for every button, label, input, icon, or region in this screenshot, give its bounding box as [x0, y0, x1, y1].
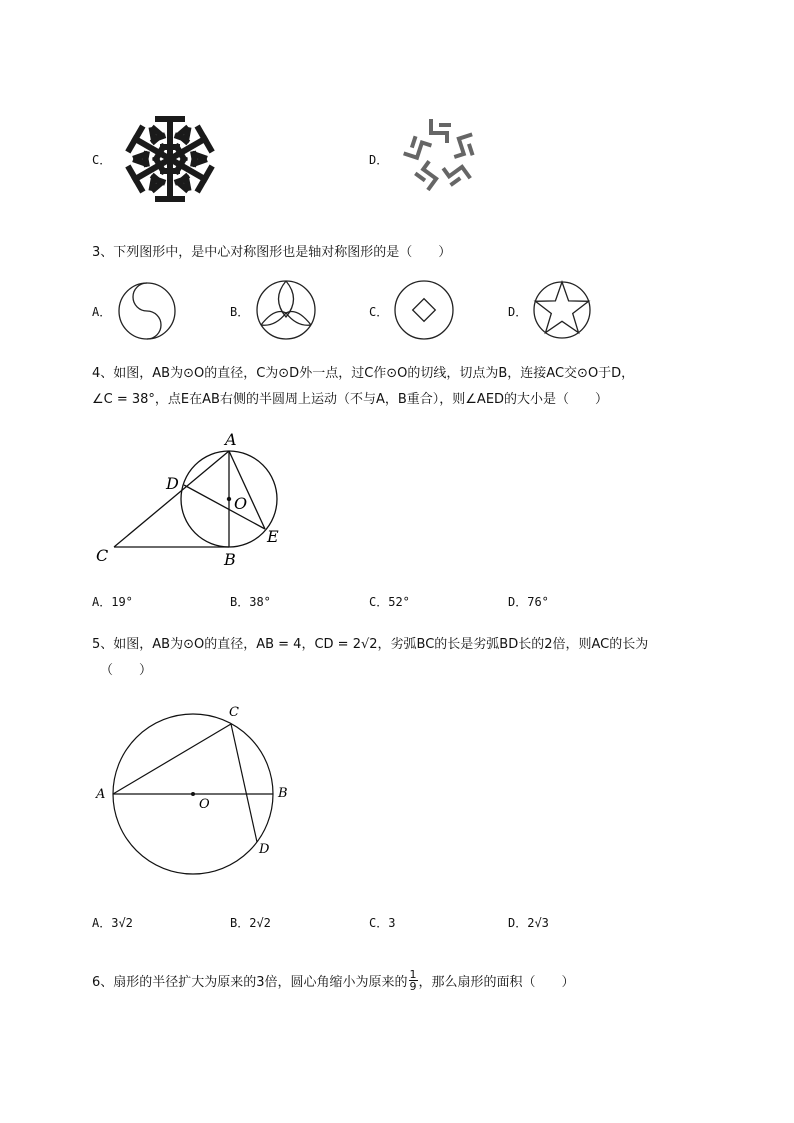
snowflake-figure-c: [120, 110, 220, 208]
q6-fraction-numerator: 1: [409, 968, 417, 981]
q5-stem-line1: 5、如图，AB为⊙O的直径，AB = 4，CD = 2√2，劣弧BC的长是劣弧BD长的2倍，则AC的长为: [92, 637, 649, 652]
q4-label-c: C: [96, 546, 109, 565]
three-petal-figure: [255, 279, 317, 341]
q5-label-b: B: [278, 786, 288, 801]
yin-yang-figure: [117, 281, 177, 341]
q4-label-a: A: [225, 430, 237, 449]
q5-stem-line2: （ ）: [100, 663, 153, 678]
q5-option-c: C．3: [369, 916, 396, 930]
q3-option-a-label: A．: [92, 305, 112, 319]
q3-option-b-label: B．: [230, 305, 250, 319]
q5-label-c: C: [229, 705, 239, 720]
q4-option-c: C．52°: [369, 595, 410, 609]
q6-stem: [92, 969, 575, 992]
q5-option-a: A．3√2: [92, 916, 133, 930]
q4-label-e: E: [267, 527, 279, 546]
q6-fraction: [409, 969, 418, 992]
q6-fraction-denominator: 9: [409, 980, 417, 993]
q3-option-c-label: C．: [369, 305, 389, 319]
q5-label-o: O: [199, 797, 210, 812]
pattern-figure-d: [394, 112, 488, 198]
q4-label-o: O: [234, 494, 248, 513]
q5-geometry-figure: [90, 700, 300, 878]
q6-stem-after: ，那么扇形的面积（ ）: [418, 975, 575, 990]
q4-stem-line1: 4、如图，AB为⊙O的直径，C为⊙D外一点，过C作⊙O的切线，切点为B，连接AC交⊙O于D，: [92, 366, 635, 381]
q4-geometry-figure: [90, 425, 300, 570]
q4-stem-line2: ∠C = 38°，点E在AB右侧的半圆周上运动（不与A，B重合），则∠AED的大小是（ ）: [92, 392, 609, 407]
q2-option-c-label: C．: [92, 153, 112, 167]
circle-square-figure: [393, 279, 455, 341]
q3-option-d-label: D．: [508, 305, 528, 319]
q4-label-b: B: [224, 550, 236, 569]
q4-option-d: D．76°: [508, 595, 549, 609]
q4-option-b: B．38°: [230, 595, 271, 609]
q5-option-b: B．2√2: [230, 916, 271, 930]
q4-label-d: D: [166, 474, 179, 493]
q2-option-d-label: D．: [369, 153, 389, 167]
q5-label-a: A: [96, 787, 106, 802]
q5-label-d: D: [259, 842, 270, 857]
circle-star-figure: [532, 280, 592, 340]
q5-option-d: D．2√3: [508, 916, 549, 930]
q6-stem-before: 6、扇形的半径扩大为原来的3倍，圆心角缩小为原来的: [92, 975, 408, 990]
q4-option-a: A．19°: [92, 595, 133, 609]
q3-stem: 3、下列图形中，是中心对称图形也是轴对称图形的是（ ）: [92, 245, 452, 260]
